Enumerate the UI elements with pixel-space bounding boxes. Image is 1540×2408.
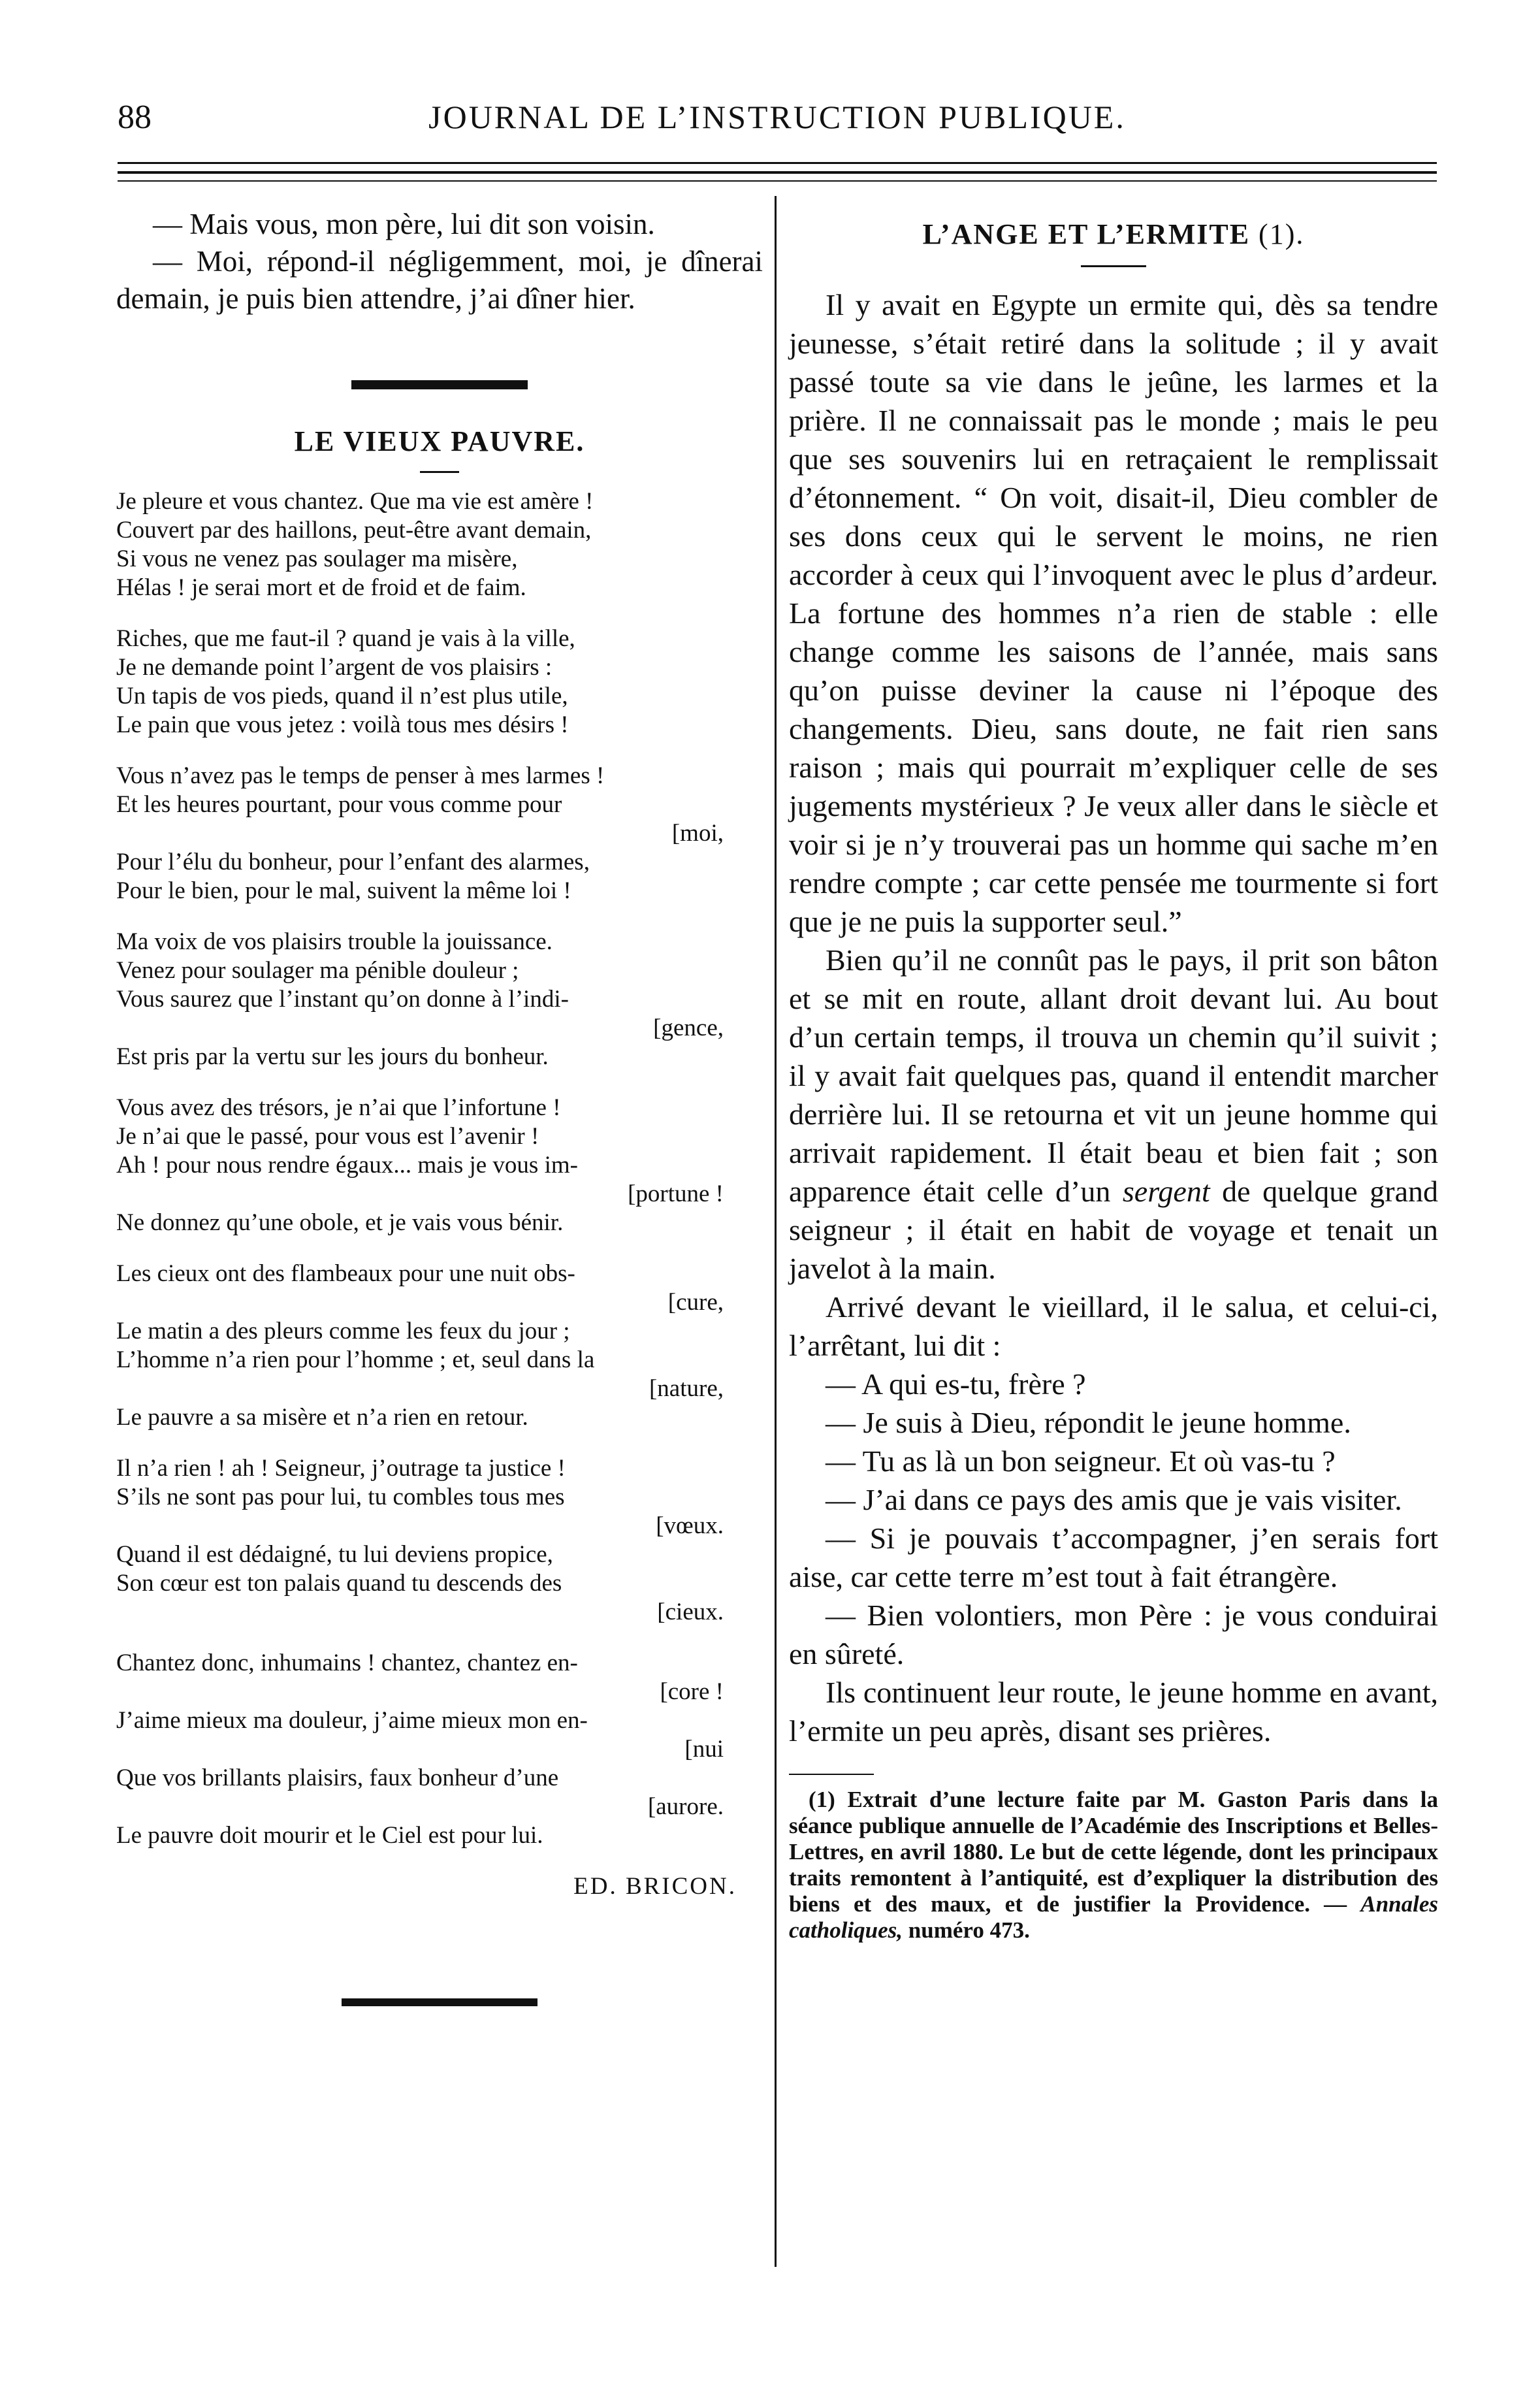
poem-line: Quand il est dédaigné, tu lui deviens propice, (116, 1541, 553, 1568)
footnote (789, 1787, 1438, 1944)
poem-line: Vous avez des trésors, je n’ai que l’infortune ! (116, 1094, 561, 1121)
footnote-rule (789, 1774, 874, 1775)
left-column (116, 206, 763, 2006)
poem-stanza (116, 762, 763, 905)
poem-line-overflow: [portune ! (628, 1180, 724, 1207)
section-separator-ornament (351, 380, 528, 389)
poem-line: Ah ! pour nous rendre égaux... mais je vous im- (116, 1152, 578, 1179)
poem-line: Le pauvre a sa misère et n’a rien en retour. (116, 1404, 528, 1431)
poem-line: Le matin a des pleurs comme les feux du jour ; (116, 1318, 570, 1344)
poem-line: Le pauvre doit mourir et le Ciel est pour lui. (116, 1822, 543, 1849)
poem-line: Je pleure et vous chantez. Que ma vie est amère ! (116, 488, 594, 515)
paragraph: — Moi, répond-il négligemment, moi, je dînerai demain, je puis bien attendre, j’ai dîner hier. (116, 245, 763, 315)
poem-line: Est pris par la vertu sur les jours du bonheur. (116, 1043, 549, 1070)
poem-line: Je n’ai que le passé, pour vous est l’avenir ! (116, 1123, 539, 1150)
poem-line: Les cieux ont des flambeaux pour une nuit obs- (116, 1260, 575, 1287)
poem-line-overflow: [core ! (660, 1678, 724, 1705)
poem-line: Couvert par des haillons, peut-être avant demain, (116, 517, 592, 544)
poem-line: Si vous ne venez pas soulager ma misère, (116, 545, 518, 572)
poem-line: Et les heures pourtant, pour vous comme pour (116, 791, 562, 818)
poem-line-overflow: [moi, (671, 820, 724, 847)
paragraph: — A qui es-tu, frère ? (826, 1367, 1086, 1401)
poem-line: Je ne demande point l’argent de vos plaisirs : (116, 654, 553, 681)
title-underline (1081, 265, 1146, 267)
poem-line: Ne donnez qu’une obole, et je vais vous bénir. (116, 1209, 564, 1236)
poem-line: Que vos brillants plaisirs, faux bonheur d’une (116, 1765, 559, 1791)
poem-line-overflow: [nui (684, 1736, 724, 1763)
header-rule (118, 162, 1437, 164)
poem-line: Pour le bien, pour le mal, suivent la même loi ! (116, 877, 571, 904)
footnote-source: Annales catholiques, (789, 1891, 1438, 1943)
poem-title: LE VIEUX PAUVRE. (294, 425, 585, 457)
poem-line: Le pain que vous jetez : voilà tous mes désirs ! (116, 711, 569, 738)
poem-line: Un tapis de vos pieds, quand il n’est plus utile, (116, 683, 568, 709)
paragraph (789, 941, 1438, 1288)
poem-stanza (116, 487, 763, 602)
column-divider (775, 196, 777, 2267)
paragraph: Il y avait en Egypte un ermite qui, dès sa tendre jeunesse, s’était retiré dans la solitude ; il y avait passé toute sa vie dans le jeûne, les larmes et la prière. Il ne connaissait pas le monde ; mais le peu que ses souvenirs lui en retraçaient le remplissait d’étonnement. “ On voit, disait-il, Dieu combler de ses dons ceux qui le servent le moins, ne rien accorder à ceux qui l’invoquent avec le plus d’ardeur. La fortune des hommes n’a rien de stable : elle change comme les saisons de l’année, mais sans qu’on puisse deviner la cause ni l’époque des changements. Dieu, sans doute, ne fait rien sans raison ; mais qui pourrait m’expliquer celle de ses jugements mystérieux ? Je veux aller dans le siècle et voir si je n’y trouverai pas un homme qui sache m’en rendre compte ; car cette pensée me tourmente si fort que je ne puis la supporter seul.” (789, 288, 1438, 938)
poem-stanza (116, 625, 763, 740)
paragraph: Arrivé devant le vieillard, il le salua, et celui-ci, l’arrêtant, lui dit : (789, 1290, 1438, 1362)
header-rule (118, 180, 1437, 182)
poem-stanza (116, 1649, 763, 1850)
right-column (789, 206, 1438, 1944)
poem-line: Il n’a rien ! ah ! Seigneur, j’outrage ta justice ! (116, 1455, 566, 1482)
story-title (789, 218, 1438, 251)
page-number: 88 (118, 99, 152, 136)
poem-line: Son cœur est ton palais quand tu descends des (116, 1570, 562, 1597)
paragraph: — Je suis à Dieu, répondit le jeune homme. (826, 1406, 1351, 1439)
paragraph: Ils continuent leur route, le jeune homme en avant, l’ermite un peu après, disant ses prières. (789, 1676, 1438, 1748)
intro-dialogue (116, 206, 763, 317)
paragraph-text: Bien qu’il ne connût pas le pays, il prit son bâton et se mit en route, allant droit devant lui. Au bout d’un certain temps, il trouva un chemin qu’il suivit ; il y avait fait quelques pas, quand il entendit marcher derrière lui. Il se retourna et vit un jeune homme qui arrivait rapidement. Il était beau et bien fait ; son apparence était celle d’un (789, 943, 1438, 1208)
story-text (789, 285, 1438, 1750)
poem-line: L’homme n’a rien pour l’homme ; et, seul dans la (116, 1346, 595, 1373)
story-title-text: L’ANGE ET L’ERMITE (922, 218, 1251, 250)
poem-line: Chantez donc, inhumains ! chantez, chantez en- (116, 1650, 578, 1676)
poem-line: Vous n’avez pas le temps de penser à mes larmes ! (116, 762, 605, 789)
poem-signature: ED. BRICON. (573, 1873, 737, 1900)
poem-line: Venez pour soulager ma pénible douleur ; (116, 957, 519, 984)
paragraph: — Tu as là un bon seigneur. Et où vas-tu ? (826, 1444, 1336, 1478)
page-header (118, 98, 1437, 150)
paragraph: — Si je pouvais t’accompagner, j’en serais fort aise, car cette terre m’est tout à fait étrangère. (789, 1521, 1438, 1593)
poem-line: Vous saurez que l’instant qu’on donne à l’indi- (116, 986, 569, 1013)
footnote-text: (1) Extrait d’une lecture faite par M. Gaston Paris dans la séance publique annuelle de l’Académie des Inscriptions et Belles-Lettres, en avril 1880. Le but de cette légende, dont les principaux traits remontent à l’antiquité, est d’expliquer la distribution des biens et des maux, et de justifier la Providence. — (789, 1787, 1438, 1917)
poem-line-overflow: [gence, (653, 1015, 724, 1041)
header-rule (118, 171, 1437, 174)
footnote-tail: numéro 473. (908, 1917, 1030, 1943)
journal-title: JOURNAL DE L’INSTRUCTION PUBLIQUE. (428, 99, 1126, 135)
poem-line-overflow: [nature, (649, 1375, 724, 1402)
poem-line: J’aime mieux ma douleur, j’aime mieux mon en- (116, 1707, 588, 1734)
poem-line: Pour l’élu du bonheur, pour l’enfant des alarmes, (116, 849, 590, 875)
poem-line-overflow: [aurore. (647, 1793, 724, 1820)
poem-body (116, 487, 763, 1850)
title-underline (420, 471, 459, 473)
poem-line: Hélas ! je serai mort et de froid et de faim. (116, 574, 526, 601)
poem-stanza (116, 1094, 763, 1237)
paragraph: — J’ai dans ce pays des amis que je vais visiter. (826, 1483, 1402, 1516)
paragraph-text: de quelque grand seigneur ; il était en habit de voyage et tenait un javelot à la main. (789, 1175, 1439, 1285)
italic-word: sergent (1122, 1175, 1210, 1208)
poem-stanza (116, 928, 763, 1071)
paragraph: — Bien volontiers, mon Père : je vous conduirai en sûreté. (789, 1599, 1438, 1670)
poem-line-overflow: [cieux. (657, 1599, 724, 1625)
poem-stanza (116, 1260, 763, 1432)
paragraph: — Mais vous, mon père, lui dit son voisin. (153, 208, 655, 240)
footnote-reference: (1). (1259, 218, 1305, 250)
end-separator-ornament (342, 1998, 537, 2006)
poem-line: Riches, que me faut-il ? quand je vais à la ville, (116, 625, 575, 652)
poem-line-overflow: [cure, (667, 1289, 724, 1316)
poem-line: Ma voix de vos plaisirs trouble la jouissance. (116, 928, 553, 955)
poem-line-overflow: [vœux. (656, 1512, 724, 1539)
poem-line: S’ils ne sont pas pour lui, tu combles tous mes (116, 1484, 565, 1510)
poem-stanza (116, 1454, 763, 1627)
